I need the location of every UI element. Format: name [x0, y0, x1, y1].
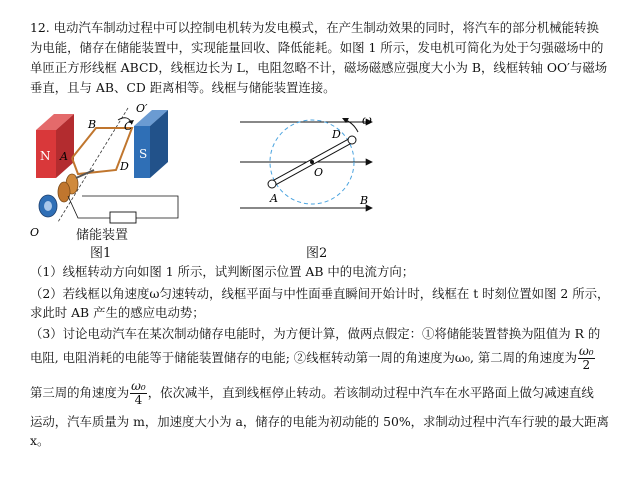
question-3-line-3-post: ，依次减半，直到线框停止转动。若该制动过程中汽车在水平路面上做匀减速直线 — [147, 385, 594, 400]
question-3-line-2-text: 电阻, 电阻消耗的电能等于储能装置储存的电能; ②线框转动第一周的角速度为ω₀, 第二周的角速度为 — [30, 350, 577, 365]
intro-line-1: 12. 电动汽车制动过程中可以控制电机转为发电模式，在产生制动效果的同时，将汽车的部分机械能转换 — [30, 20, 599, 35]
storage-device-label: 储能装置 — [76, 228, 129, 243]
label-o: O — [30, 226, 40, 239]
figure-1-caption: 图1 — [90, 246, 112, 261]
question-3-line-1: （3）讨论电动汽车在某次制动储存电能时，为方便计算，做两点假定：①将储能装置替换为阻值为 R 的 — [30, 326, 601, 341]
intro-line-3: 单匝正方形线框 ABCD，线框边长为 L，电阻忽略不计，磁场磁感应强度大小为 B，线框转轴 OO′与磁场 — [30, 60, 608, 75]
label-o-prime: O′ — [136, 102, 148, 115]
generator-core — [44, 201, 52, 211]
storage-device-box — [110, 212, 136, 223]
figure-1 — [28, 100, 218, 240]
label-b: B — [88, 118, 97, 131]
slip-ring-2 — [58, 182, 70, 202]
label-d: D — [120, 160, 129, 173]
figure-2 — [230, 100, 390, 240]
fig2-label-omega: ω — [362, 113, 372, 127]
wire-bottom-left — [68, 196, 110, 218]
fig2-label-o: O — [314, 166, 324, 179]
fraction-omega0-over-4: $\frac{\text{ω₀}}{4}$ — [131, 379, 146, 407]
center-o — [310, 160, 314, 164]
figure-2-caption: 图2 — [306, 246, 328, 261]
label-a: A — [60, 150, 68, 163]
magnet-s — [134, 110, 168, 178]
point-d — [348, 136, 356, 144]
intro-line-2: 为电能，储存在储能装置中，实现能量回收、降低能耗。如图 1 所示，发电机可简化为处于匀强磁场中的 — [30, 40, 604, 55]
fig2-label-b: B — [360, 194, 369, 207]
question-3-line-3 — [30, 380, 594, 407]
question-2-line-1: （2）若线框以角速度ω匀速转动，线框平面与中性面垂直瞬间开始计时，线框在 t 时刻位置如图 2 所示， — [30, 286, 610, 301]
label-n: N — [40, 149, 51, 163]
intro-line-4: 垂直，且与 AB、CD 距离相等。线框与储能装置连接。 — [30, 80, 336, 95]
label-c: C — [124, 120, 133, 133]
question-3-line-2 — [30, 345, 596, 372]
fig2-label-a: A — [270, 192, 278, 205]
fig2-label-d: D — [332, 128, 341, 141]
question-3-line-5: x。 — [30, 433, 50, 448]
point-a — [268, 180, 276, 188]
question-1: （1）线框转动方向如图 1 所示，试判断图示位置 AB 中的电流方向； — [30, 264, 415, 279]
label-s: S — [139, 147, 148, 161]
fraction-omega0-over-2: $\frac{\text{ω₀}}{2}$ — [578, 344, 594, 372]
question-3-line-3-pre: 第三周的角速度为 — [30, 385, 130, 400]
question-3-line-4: 运动，汽车质量为 m，加速度大小为 a，储存的电能为初动能的 50%，求制动过程中汽车行驶的最大距离 — [30, 414, 609, 429]
question-2-line-2: 求此时 AB 产生的感应电动势； — [30, 305, 205, 320]
magnet-n — [36, 114, 74, 178]
